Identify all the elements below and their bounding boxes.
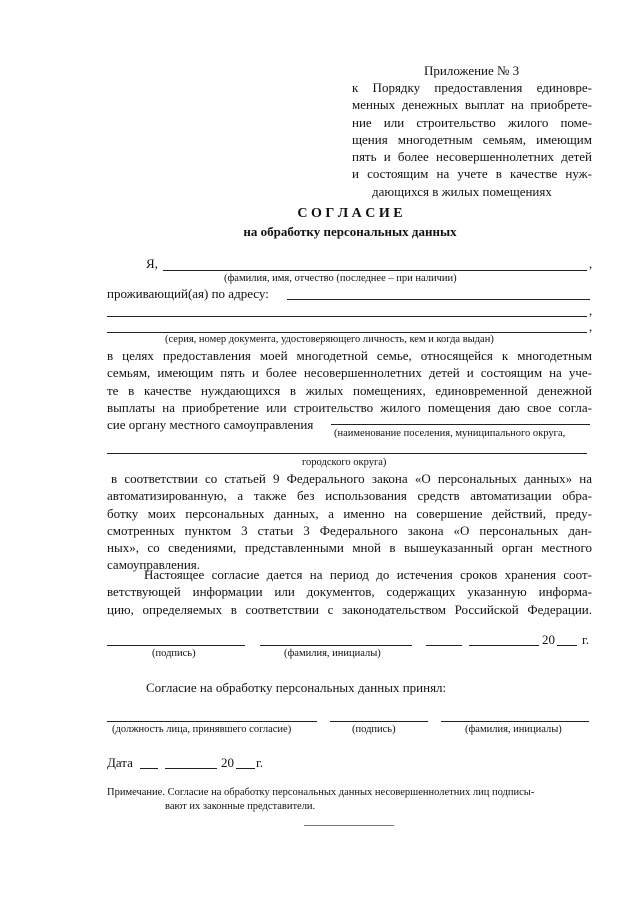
signature-field-line[interactable] [107,645,245,646]
body-paragraph-1 [107,347,592,433]
body-line: ботку моих персональных данных, а именно на совершение действий, преду- [107,505,592,521]
date-month-field-line[interactable] [165,768,217,769]
body-line: автоматизированную, а также без использования средств автоматизации обра- [107,488,592,504]
appendix-line: ние или строительство жилого поме- [352,114,592,130]
accepted-title: Согласие на обработку персональных данных принял: [146,680,447,695]
accepted-signature-hint: (подпись) [352,724,396,735]
body-line: самоуправления. [107,557,201,573]
organization-field-line-2[interactable] [107,453,587,454]
note-line-1: Примечание. Согласие на обработку персональных данных несовершеннолетних лиц подписы- [107,787,535,798]
body-line: ных», со сведениями, представленными мной в вышеуказанный орган местного [107,540,592,556]
date-year-prefix: 20 [221,755,234,770]
date-year-suffix: г. [256,755,264,770]
document-title: С О Г Л А С И Е [297,206,403,221]
organization-hint-2: городского округа) [302,457,387,468]
fio-field-line[interactable] [163,270,587,271]
appendix-title: Приложение № 3 [424,63,520,78]
year-field-line[interactable] [557,645,577,646]
name-field-line[interactable] [260,645,412,646]
organization-hint-1: (наименование поселения, муниципального округа, [334,428,566,439]
appendix-line: щения многодетным семьям, имеющим [352,131,592,147]
address-label: проживающий(ая) по адресу: [107,286,269,301]
body-line: смотренных пунктом 3 статьи 3 Федерального закона «О персональных дан- [107,522,592,538]
accepted-signature-field-line[interactable] [330,721,428,722]
body-line: Настоящее согласие дается на период до истечения сроков хранения соот- [144,567,592,582]
appendix-line: менных денежных выплат на приобрете- [352,97,592,113]
month-field-line[interactable] [469,645,539,646]
body-paragraph-3 [107,566,592,618]
accepted-name-hint: (фамилия, инициалы) [465,724,562,735]
comma: , [589,256,593,271]
body-paragraph-2 [107,470,592,574]
appendix-text [352,79,592,200]
body-line: сие органу местного самоуправления [107,417,314,433]
i-label: Я, [146,256,158,271]
date-label: Дата [107,755,133,770]
appendix-line: дающихся в жилых помещениях [372,183,552,199]
body-line: цию, определяемых в соответствии с законодательством Российской Федерации. [107,601,592,617]
year-prefix: 20 [542,632,555,647]
comma: , [589,303,593,318]
body-line: те в качестве нуждающихся в жилых помещениях, единовременной денежной [107,382,592,398]
appendix-line: и состоящим на учете в качестве нуж- [352,166,592,182]
address-field-line-2[interactable] [107,316,587,317]
organization-field-line-1[interactable] [331,424,590,425]
accepted-name-field-line[interactable] [441,721,589,722]
body-line: в соответствии со статьей 9 Федерального закона «О персональных данных» на [111,471,592,486]
signature-hint: (подпись) [152,648,196,659]
appendix-line: пять и более несовершеннолетних детей [352,149,592,165]
body-line: выплаты на приобретение или строительство жилого помещения даю свое согла- [107,399,592,415]
year-suffix: г. [582,632,590,647]
day-field-line[interactable] [426,645,462,646]
date-year-field-line[interactable] [236,768,255,769]
document-field-line[interactable] [107,332,587,333]
document-subtitle: на обработку персональных данных [243,224,457,239]
comma: , [589,319,593,334]
date-day-field-line[interactable] [140,768,158,769]
body-line: ветствующей информации или документов, содержащих указанную информа- [107,584,592,600]
body-line: в целях предоставления моей многодетной семье, относящейся к многодетным [107,348,592,363]
body-line: семьям, имеющим пять и более несовершеннолетних детей и состоящим на уче- [107,365,592,381]
footer-divider [304,825,394,826]
fio-hint: (фамилия, имя, отчество (последнее – при наличии) [224,273,457,284]
note-line-2: вают их законные представители. [165,801,316,812]
address-field-line-1[interactable] [287,299,590,300]
appendix-line: к Порядку предоставления единовре- [352,80,592,95]
document-hint: (серия, номер документа, удостоверяющего личность, кем и когда выдан) [165,334,494,345]
name-hint: (фамилия, инициалы) [284,648,381,659]
position-hint: (должность лица, принявшего согласие) [112,724,292,735]
position-field-line[interactable] [107,721,317,722]
